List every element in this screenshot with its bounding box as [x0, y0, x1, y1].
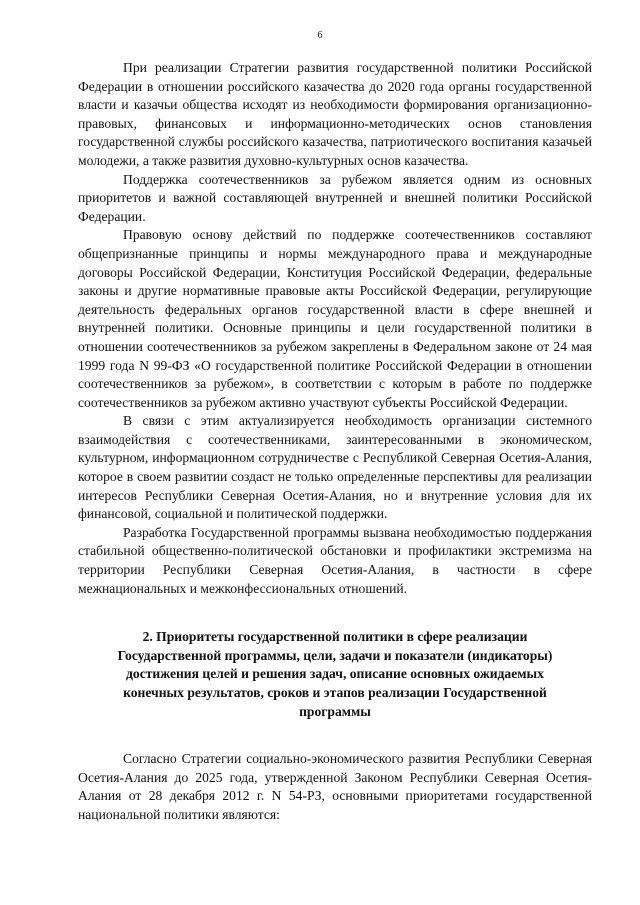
page-number: 6: [317, 30, 323, 41]
paragraph-compatriots-support: Поддержка соотечественников за рубежом является одним из основных приоритетов и важной составляющей внутренней и внешней политики Российской Федерации.: [78, 171, 592, 224]
section-heading: 2. Приоритеты государственной политики в сфере реализации Государственной программы, цели, задачи и показатели (индикаторы) достижения целей и решения задач, описание основных ожидаемых конечных результатов, сроков и этапов реализации Государственной программы: [117, 629, 553, 719]
paragraph-cooperation: В связи с этим актуализируется необходимость организации системного взаимодействия с соотечественниками, заинтересованными в экономическом, культурном, информационном сотрудничестве с Республикой Северная Осетия-Алания, которое в своем развитии создаст не только определенные перспективы для реализации интересов Республики Северная Осетия-Алания, но и внутренние условия для их финансовой, социальной и политической поддержки.: [78, 413, 592, 522]
paragraph-legal-basis: Правовую основу действий по поддержке соотечественников составляют общепризнанные принципы и нормы международного права и международные договоры Российской Федерации, Конституция Российской Федерации, федеральные законы и другие нормативные правовые акты Российской Федерации, регулирующие деятельность федеральных органов государственной власти в сфере внешней и внутренней политики. Основные принципы и цели государственной политики в отношении соотечественников за рубежом закреплены в Федеральном законе от 24 мая 1999 года N 99-ФЗ «О государственной политике Российской Федерации в отношении соотечественников за рубежом», в соответствии с которым в работе по поддержке соотечественников за рубежом активно участвуют субъекты Российской Федерации.: [78, 227, 592, 410]
document-body: [78, 59, 592, 825]
paragraph-cossacks-strategy: При реализации Стратегии развития государственной политики Российской Федерации в отношении российского казачества до 2020 года органы государственной власти и казачьи общества исходят из необходимости формирования организационно-правовых, финансовых и информационно-методических основ становления государственной службы российского казачества, патриотического воспитания казачьей молодежи, а также развития духовно-культурных основ казачества.: [78, 60, 592, 168]
paragraph-priorities: Согласно Стратегии социально-экономического развития Республики Северная Осетия-Алания до 2025 года, утвержденной Законом Республики Северная Осетия-Алания от 28 декабря 2012 г. N 54-РЗ, основными приоритетами государственной национальной политики являются:: [78, 751, 592, 822]
paragraph-program-rationale: Разработка Государственной программы вызвана необходимостью поддержания стабильной общественно-политической обстановки и профилактики экстремизма на территории Республики Северная Осетия-Алания, в частности в сфере межнациональных и межконфессиональных отношений.: [78, 524, 592, 596]
